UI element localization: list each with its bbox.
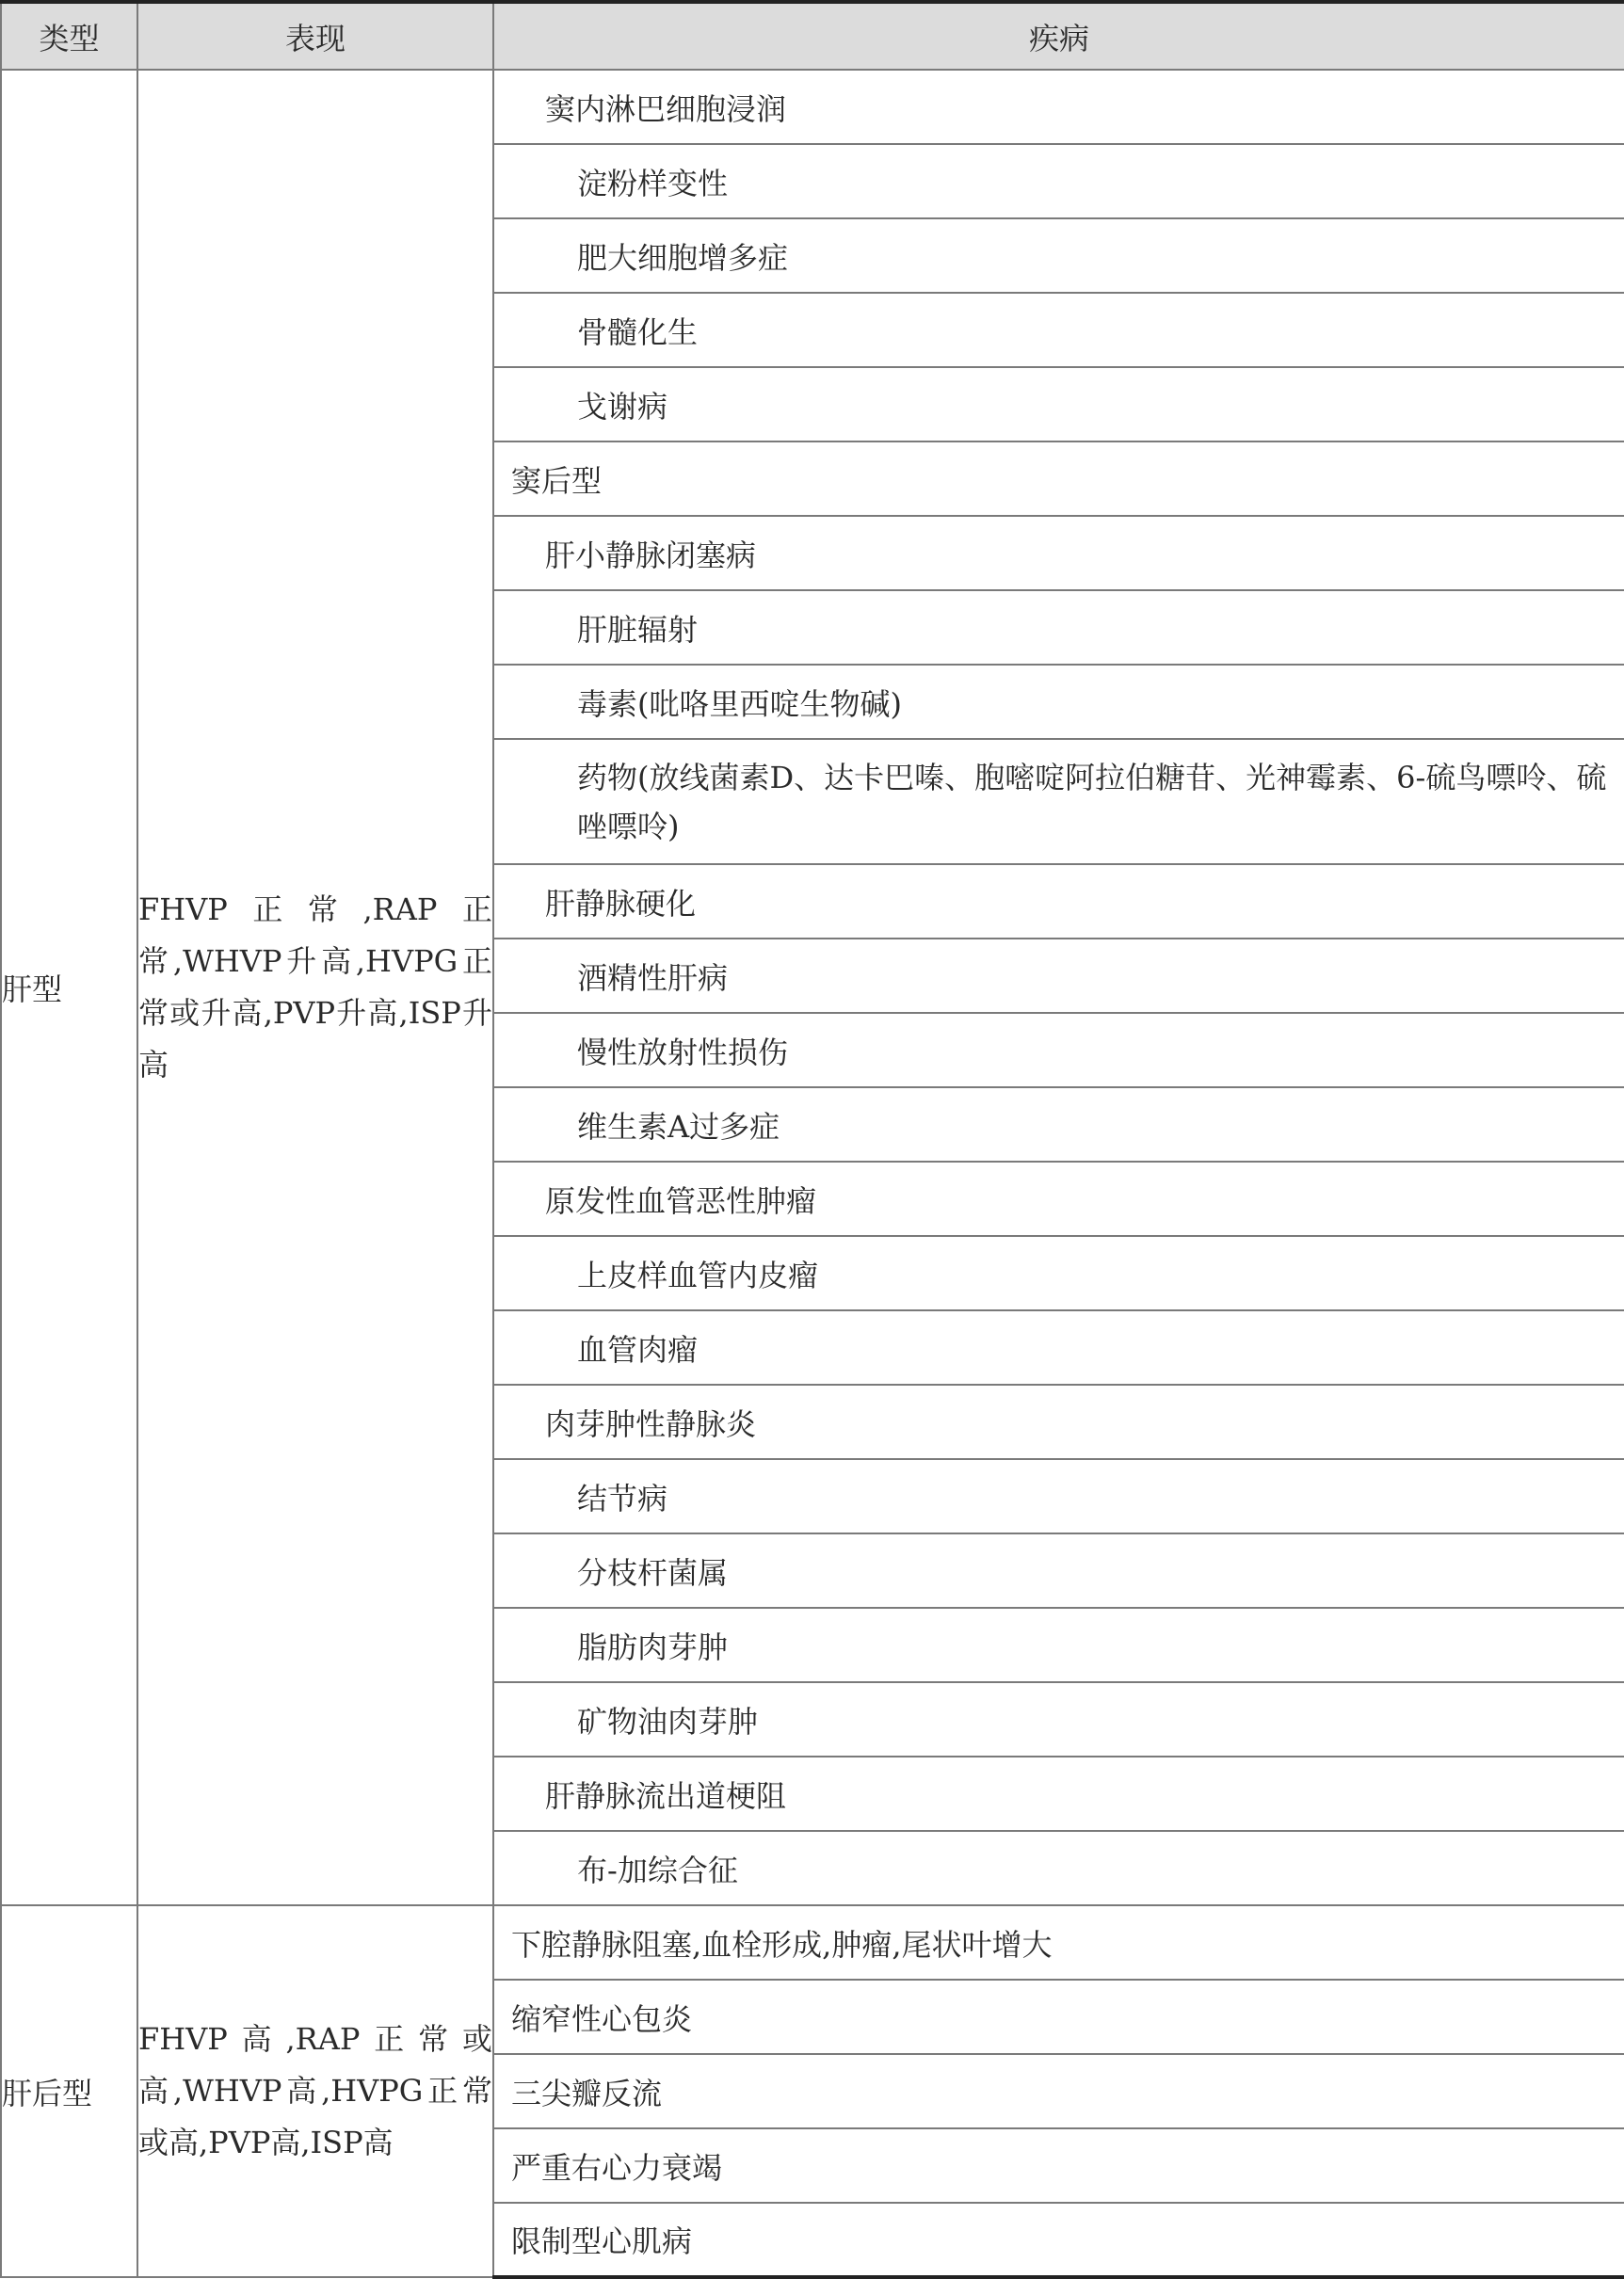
disease-cell: 结节病	[493, 1459, 1624, 1533]
disease-cell: 上皮样血管内皮瘤	[493, 1236, 1624, 1310]
expression-cell: FHVP正常,RAP正常,WHVP升高,HVPG正常或升高,PVP升高,ISP升高	[137, 70, 493, 1905]
disease-cell: 血管肉瘤	[493, 1310, 1624, 1385]
table-header-row	[1, 2, 1624, 70]
disease-cell: 肉芽肿性静脉炎	[493, 1385, 1624, 1459]
disease-cell: 分枝杆菌属	[493, 1533, 1624, 1608]
disease-cell: 毒素(吡咯里西啶生物碱)	[493, 665, 1624, 739]
disease-cell: 酒精性肝病	[493, 939, 1624, 1013]
disease-cell: 淀粉样变性	[493, 144, 1624, 218]
disease-cell: 严重右心力衰竭	[493, 2128, 1624, 2203]
table-row	[1, 1905, 1624, 1980]
disease-cell: 慢性放射性损伤	[493, 1013, 1624, 1087]
disease-cell: 肝静脉硬化	[493, 864, 1624, 939]
disease-cell: 戈谢病	[493, 367, 1624, 441]
type-cell: 肝后型	[1, 1905, 137, 2277]
disease-cell: 骨髓化生	[493, 293, 1624, 367]
disease-cell: 缩窄性心包炎	[493, 1980, 1624, 2054]
disease-cell: 药物(放线菌素D、达卡巴嗪、胞嘧啶阿拉伯糖苷、光神霉素、6-硫鸟嘌呤、硫唑嘌呤)	[493, 739, 1624, 864]
disease-cell: 肝脏辐射	[493, 590, 1624, 665]
header-disease: 疾病	[493, 2, 1624, 70]
disease-cell: 下腔静脉阻塞,血栓形成,肿瘤,尾状叶增大	[493, 1905, 1624, 1980]
disease-cell: 三尖瓣反流	[493, 2054, 1624, 2128]
disease-cell: 维生素A过多症	[493, 1087, 1624, 1162]
header-type: 类型	[1, 2, 137, 70]
disease-cell: 窦后型	[493, 441, 1624, 516]
disease-cell: 布-加综合征	[493, 1831, 1624, 1905]
disease-cell: 矿物油肉芽肿	[493, 1682, 1624, 1757]
expression-cell: FHVP高,RAP正常或高,WHVP高,HVPG正常或高,PVP高,ISP高	[137, 1905, 493, 2277]
disease-cell: 限制型心肌病	[493, 2203, 1624, 2277]
disease-cell: 原发性血管恶性肿瘤	[493, 1162, 1624, 1236]
disease-cell: 脂肪肉芽肿	[493, 1608, 1624, 1682]
type-cell: 肝型	[1, 70, 137, 1905]
disease-cell: 窦内淋巴细胞浸润	[493, 70, 1624, 144]
disease-cell: 肥大细胞增多症	[493, 218, 1624, 293]
table-row	[1, 70, 1624, 144]
disease-cell: 肝小静脉闭塞病	[493, 516, 1624, 590]
header-expression: 表现	[137, 2, 493, 70]
disease-cell: 肝静脉流出道梗阻	[493, 1757, 1624, 1831]
